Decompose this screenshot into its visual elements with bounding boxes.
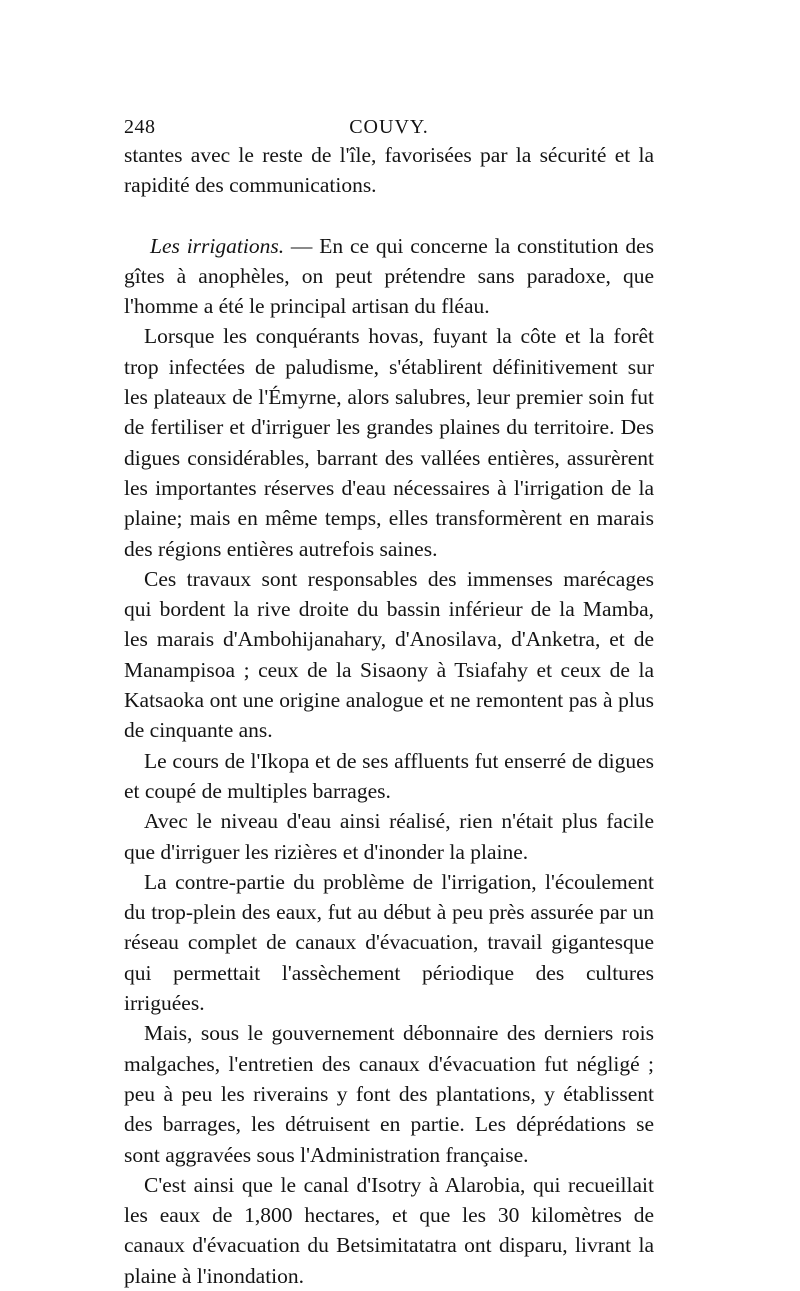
page-number: 248	[124, 116, 156, 138]
body-text	[124, 140, 654, 1291]
running-head	[124, 104, 654, 140]
paragraph: Lorsque les conquérants hovas, fuyant la côte et la forêt trop infectées de paludisme, s'établirent définitivement sur les plateaux de l'Émyrne, alors salubres, leur premier soin fut de fertiliser et d'irriguer les grandes plaines du territoire. Des digues considérables, barrant des vallées entières, assurèrent les importantes réserves d'eau nécessaires à l'irrigation de la plaine; mais en même temps, elles transformèrent en marais des régions entières autrefois saines.	[124, 324, 654, 561]
paragraph: Ces travaux sont responsables des immenses marécages qui bordent la rive droite du bassin inférieur de la Mamba, les marais d'Ambohijanahary, d'Anosilava, d'Anketra, et de Manampisoa ; ceux de la Sisaony à Tsiafahy et ceux de la Katsaoka ont une origine analogue et ne remontent pas à plus de cinquante ans.	[124, 566, 654, 743]
book-page	[124, 104, 654, 1291]
paragraph: Mais, sous le gouvernement débonnaire des derniers rois malgaches, l'entretien des canaux d'évacuation fut négligé ; peu à peu les riverains y font des plantations, y établissent des barrages, les détruisent en partie. Les déprédations se sont aggravées sous l'Administration française.	[124, 1021, 654, 1167]
running-title: COUVY.	[349, 116, 429, 138]
paragraph: Le cours de l'Ikopa et de ses affluents fut enserré de digues et coupé de multiples barrages.	[124, 748, 654, 803]
paragraph-continuation: stantes avec le reste de l'île, favorisées par la sécurité et la rapidité des communications.	[124, 143, 654, 198]
paragraph: Avec le niveau d'eau ainsi réalisé, rien n'était plus facile que d'irriguer les rizières et d'inonder la plaine.	[124, 809, 654, 864]
paragraph: C'est ainsi que le canal d'Isotry à Alarobia, qui recueillait les eaux de 1,800 hectares, et que les 30 kilomètres de canaux d'évacuation du Betsimitatatra ont disparu, livrant la plaine à l'inondation.	[124, 1172, 654, 1288]
paragraph: La contre-partie du problème de l'irrigation, l'écoulement du trop-plein des eaux, fut au début à peu près assurée par un réseau complet de canaux d'évacuation, travail gigantesque qui permettait l'assèchement périodique des cultures irriguées.	[124, 869, 654, 1016]
paragraph-irrigations-intro	[124, 231, 654, 322]
section-title: Les irrigations.	[150, 233, 285, 258]
paragraph-text: — En ce qui concerne la constitution des gîtes à anophèles, on peut prétendre sans paradoxe, que l'homme a été le principal artisan du fléau.	[124, 233, 654, 319]
